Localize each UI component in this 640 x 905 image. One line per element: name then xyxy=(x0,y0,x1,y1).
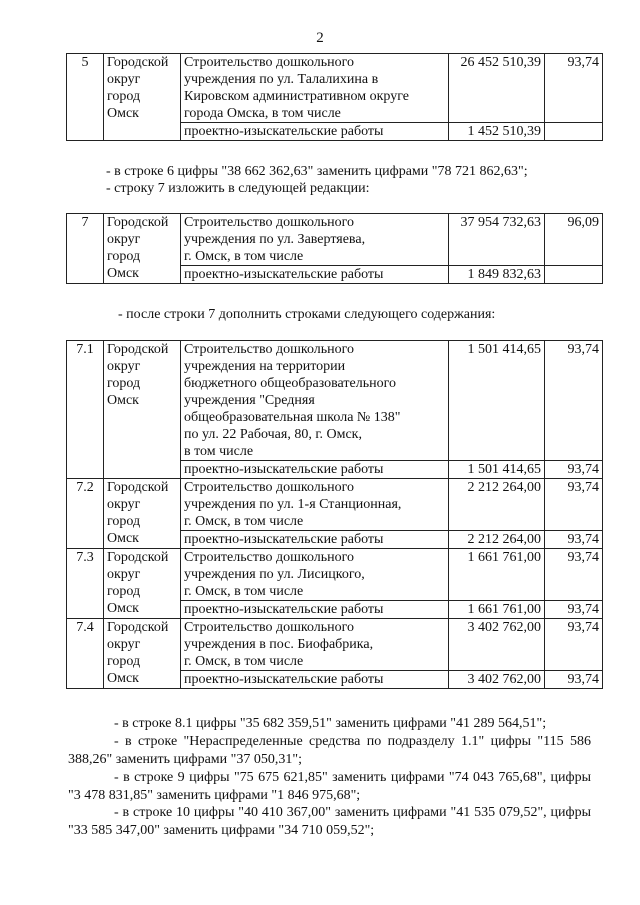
row-number-cell xyxy=(67,479,104,549)
table-body xyxy=(67,341,603,689)
organization-cell xyxy=(104,619,181,689)
organization-line: город xyxy=(107,89,141,104)
subitem-amount-cell xyxy=(449,123,545,141)
percent-value: 93,74 xyxy=(567,550,599,565)
subitem-description-cell xyxy=(181,266,449,284)
description-line: г. Омск, в том числе xyxy=(184,654,304,669)
row-number: 7.4 xyxy=(76,620,94,635)
subitem-percent-cell xyxy=(545,531,603,549)
table-row xyxy=(67,54,603,123)
percent-value: 96,09 xyxy=(567,215,599,230)
percent-cell xyxy=(545,214,603,266)
amount-value: 37 954 732,63 xyxy=(460,215,541,230)
organization-line: округ xyxy=(107,232,141,247)
organization-line: Городской xyxy=(107,342,169,357)
organization-line: Городской xyxy=(107,55,169,70)
table-row xyxy=(67,549,603,601)
table-row xyxy=(67,341,603,461)
percent-value: 93,74 xyxy=(567,342,599,357)
description-line: в том числе xyxy=(184,444,254,459)
row-number: 7.2 xyxy=(76,480,94,495)
description-line: Строительство дошкольного xyxy=(184,342,355,357)
amount-cell xyxy=(449,479,545,531)
subitem-percent: 93,74 xyxy=(567,462,599,477)
description-line: учреждения по ул. Лисицкого, xyxy=(184,567,365,582)
table-row xyxy=(67,479,603,531)
paragraph-row7-intro: - строку 7 изложить в следующей редакции: xyxy=(106,181,370,196)
table-row-5 xyxy=(66,53,603,141)
organization-line: Городской xyxy=(107,215,169,230)
amount-value: 2 212 264,00 xyxy=(467,480,541,495)
subitem-description: проектно-изыскательские работы xyxy=(184,672,384,687)
subitem-amount-cell xyxy=(449,266,545,284)
amount-cell xyxy=(449,549,545,601)
amount-value: 26 452 510,39 xyxy=(460,55,541,70)
subitem-percent: 93,74 xyxy=(567,602,599,617)
page-number: 2 xyxy=(316,30,324,46)
subitem-amount-cell xyxy=(449,531,545,549)
organization-cell xyxy=(104,549,181,619)
tail-paragraph: - в строке 9 цифры "75 675 621,85" заменить цифрами "74 043 765,68", цифры "3 478 831,85" заменить цифрами "1 846 975,68"; xyxy=(68,770,591,803)
description-line: города Омска, в том числе xyxy=(184,106,341,121)
description-cell xyxy=(181,54,449,123)
row-number-cell xyxy=(67,214,104,284)
organization-line: округ xyxy=(107,497,141,512)
description-line: Кировском административном округе xyxy=(184,89,409,104)
tail-paragraph: - в строке 10 цифры "40 410 367,00" заменить цифрами "41 535 079,52", цифры "33 585 347,00" заменить цифрами "34 710 059,52"; xyxy=(68,805,591,838)
subitem-description: проектно-изыскательские работы xyxy=(184,532,384,547)
amount-cell xyxy=(449,619,545,671)
description-line: учреждения "Средняя xyxy=(184,393,315,408)
subitem-amount: 1 661 761,00 xyxy=(467,602,541,617)
description-line: Строительство дошкольного xyxy=(184,55,355,70)
subitem-amount-cell xyxy=(449,461,545,479)
description-cell xyxy=(181,549,449,601)
subitem-amount-cell xyxy=(449,671,545,689)
amount-cell xyxy=(449,214,545,266)
subitem-percent-cell xyxy=(545,601,603,619)
table-row-7 xyxy=(66,213,603,284)
table-row xyxy=(67,619,603,671)
subitem-description: проектно-изыскательские работы xyxy=(184,462,384,477)
table-row xyxy=(67,214,603,266)
organization-line: Омск xyxy=(107,106,139,121)
organization-line: Городской xyxy=(107,550,169,565)
description-line: учреждения по ул. 1-я Станционная, xyxy=(184,497,402,512)
subitem-description-cell xyxy=(181,123,449,141)
subitem-percent-cell xyxy=(545,123,603,141)
organization-line: Омск xyxy=(107,531,139,546)
row-number-cell xyxy=(67,549,104,619)
description-cell xyxy=(181,214,449,266)
subitem-amount-cell xyxy=(449,601,545,619)
description-line: Строительство дошкольного xyxy=(184,215,355,230)
organization-cell xyxy=(104,214,181,284)
subitem-amount: 3 402 762,00 xyxy=(467,672,541,687)
description-line: Строительство дошкольного xyxy=(184,620,355,635)
organization-line: округ xyxy=(107,567,141,582)
description-line: г. Омск, в том числе xyxy=(184,249,304,264)
subitem-description: проектно-изыскательские работы xyxy=(184,124,384,139)
amount-value: 3 402 762,00 xyxy=(467,620,541,635)
organization-line: Омск xyxy=(107,393,139,408)
subitem-percent-cell xyxy=(545,266,603,284)
subitem-description-cell xyxy=(181,531,449,549)
organization-line: Городской xyxy=(107,480,169,495)
percent-value: 93,74 xyxy=(567,55,599,70)
subitem-amount: 1 452 510,39 xyxy=(467,124,541,139)
organization-line: город xyxy=(107,654,141,669)
percent-value: 93,74 xyxy=(567,480,599,495)
description-cell xyxy=(181,341,449,461)
description-cell xyxy=(181,619,449,671)
organization-line: город xyxy=(107,514,141,529)
description-line: г. Омск, в том числе xyxy=(184,514,304,529)
organization-line: Омск xyxy=(107,266,139,281)
description-line: учреждения по ул. Завертяева, xyxy=(184,232,366,247)
row-number: 5 xyxy=(81,55,89,70)
subitem-description-cell xyxy=(181,601,449,619)
organization-cell xyxy=(104,341,181,479)
organization-cell xyxy=(104,54,181,141)
percent-cell xyxy=(545,341,603,461)
amount-value: 1 661 761,00 xyxy=(467,550,541,565)
organization-line: Омск xyxy=(107,671,139,686)
description-line: учреждения на территории xyxy=(184,359,346,374)
organization-line: округ xyxy=(107,637,141,652)
organization-cell xyxy=(104,479,181,549)
subitem-description: проектно-изыскательские работы xyxy=(184,602,384,617)
organization-line: город xyxy=(107,376,141,391)
organization-line: округ xyxy=(107,359,141,374)
percent-cell xyxy=(545,479,603,531)
row-number: 7.3 xyxy=(76,550,94,565)
paragraph-new-rows-intro: - после строки 7 дополнить строками следующего содержания: xyxy=(118,307,496,322)
organization-line: округ xyxy=(107,72,141,87)
paragraph-row6: - в строке 6 цифры "38 662 362,63" заменить цифрами "78 721 862,63"; xyxy=(106,164,528,179)
percent-cell xyxy=(545,619,603,671)
subitem-amount: 1 849 832,63 xyxy=(467,267,541,282)
organization-line: Городской xyxy=(107,620,169,635)
row-number-cell xyxy=(67,54,104,141)
organization-line: Омск xyxy=(107,601,139,616)
description-line: г. Омск, в том числе xyxy=(184,584,304,599)
amount-cell xyxy=(449,341,545,461)
percent-value: 93,74 xyxy=(567,620,599,635)
percent-cell xyxy=(545,54,603,123)
description-line: общеобразовательная школа № 138" xyxy=(184,410,401,425)
subitem-percent-cell xyxy=(545,461,603,479)
row-number-cell xyxy=(67,341,104,479)
row-number-cell xyxy=(67,619,104,689)
tail-paragraph: - в строке 8.1 цифры "35 682 359,51" заменить цифрами "41 289 564,51"; xyxy=(114,716,547,731)
table-body xyxy=(67,214,603,284)
subitem-description-cell xyxy=(181,671,449,689)
description-line: бюджетного общеобразовательного xyxy=(184,376,396,391)
table-new-rows xyxy=(66,340,603,689)
percent-cell xyxy=(545,549,603,601)
table-body xyxy=(67,54,603,141)
subitem-description: проектно-изыскательские работы xyxy=(184,267,384,282)
subitem-description-cell xyxy=(181,461,449,479)
tail-paragraph: - в строке "Нераспределенные средства по подразделу 1.1" цифры "115 586 388,26" заменить цифрами "37 050,31"; xyxy=(68,734,591,767)
subitem-percent: 93,74 xyxy=(567,672,599,687)
description-line: по ул. 22 Рабочая, 80, г. Омск, xyxy=(184,427,362,442)
description-cell xyxy=(181,479,449,531)
amount-cell xyxy=(449,54,545,123)
amount-value: 1 501 414,65 xyxy=(467,342,541,357)
description-line: Строительство дошкольного xyxy=(184,550,355,565)
subitem-amount: 1 501 414,65 xyxy=(467,462,541,477)
subitem-percent-cell xyxy=(545,671,603,689)
subitem-amount: 2 212 264,00 xyxy=(467,532,541,547)
row-number: 7.1 xyxy=(76,342,94,357)
description-line: учреждения в пос. Биофабрика, xyxy=(184,637,374,652)
description-line: учреждения по ул. Талалихина в xyxy=(184,72,379,87)
organization-line: город xyxy=(107,249,141,264)
subitem-percent: 93,74 xyxy=(567,532,599,547)
description-line: Строительство дошкольного xyxy=(184,480,355,495)
organization-line: город xyxy=(107,584,141,599)
row-number: 7 xyxy=(81,215,89,230)
